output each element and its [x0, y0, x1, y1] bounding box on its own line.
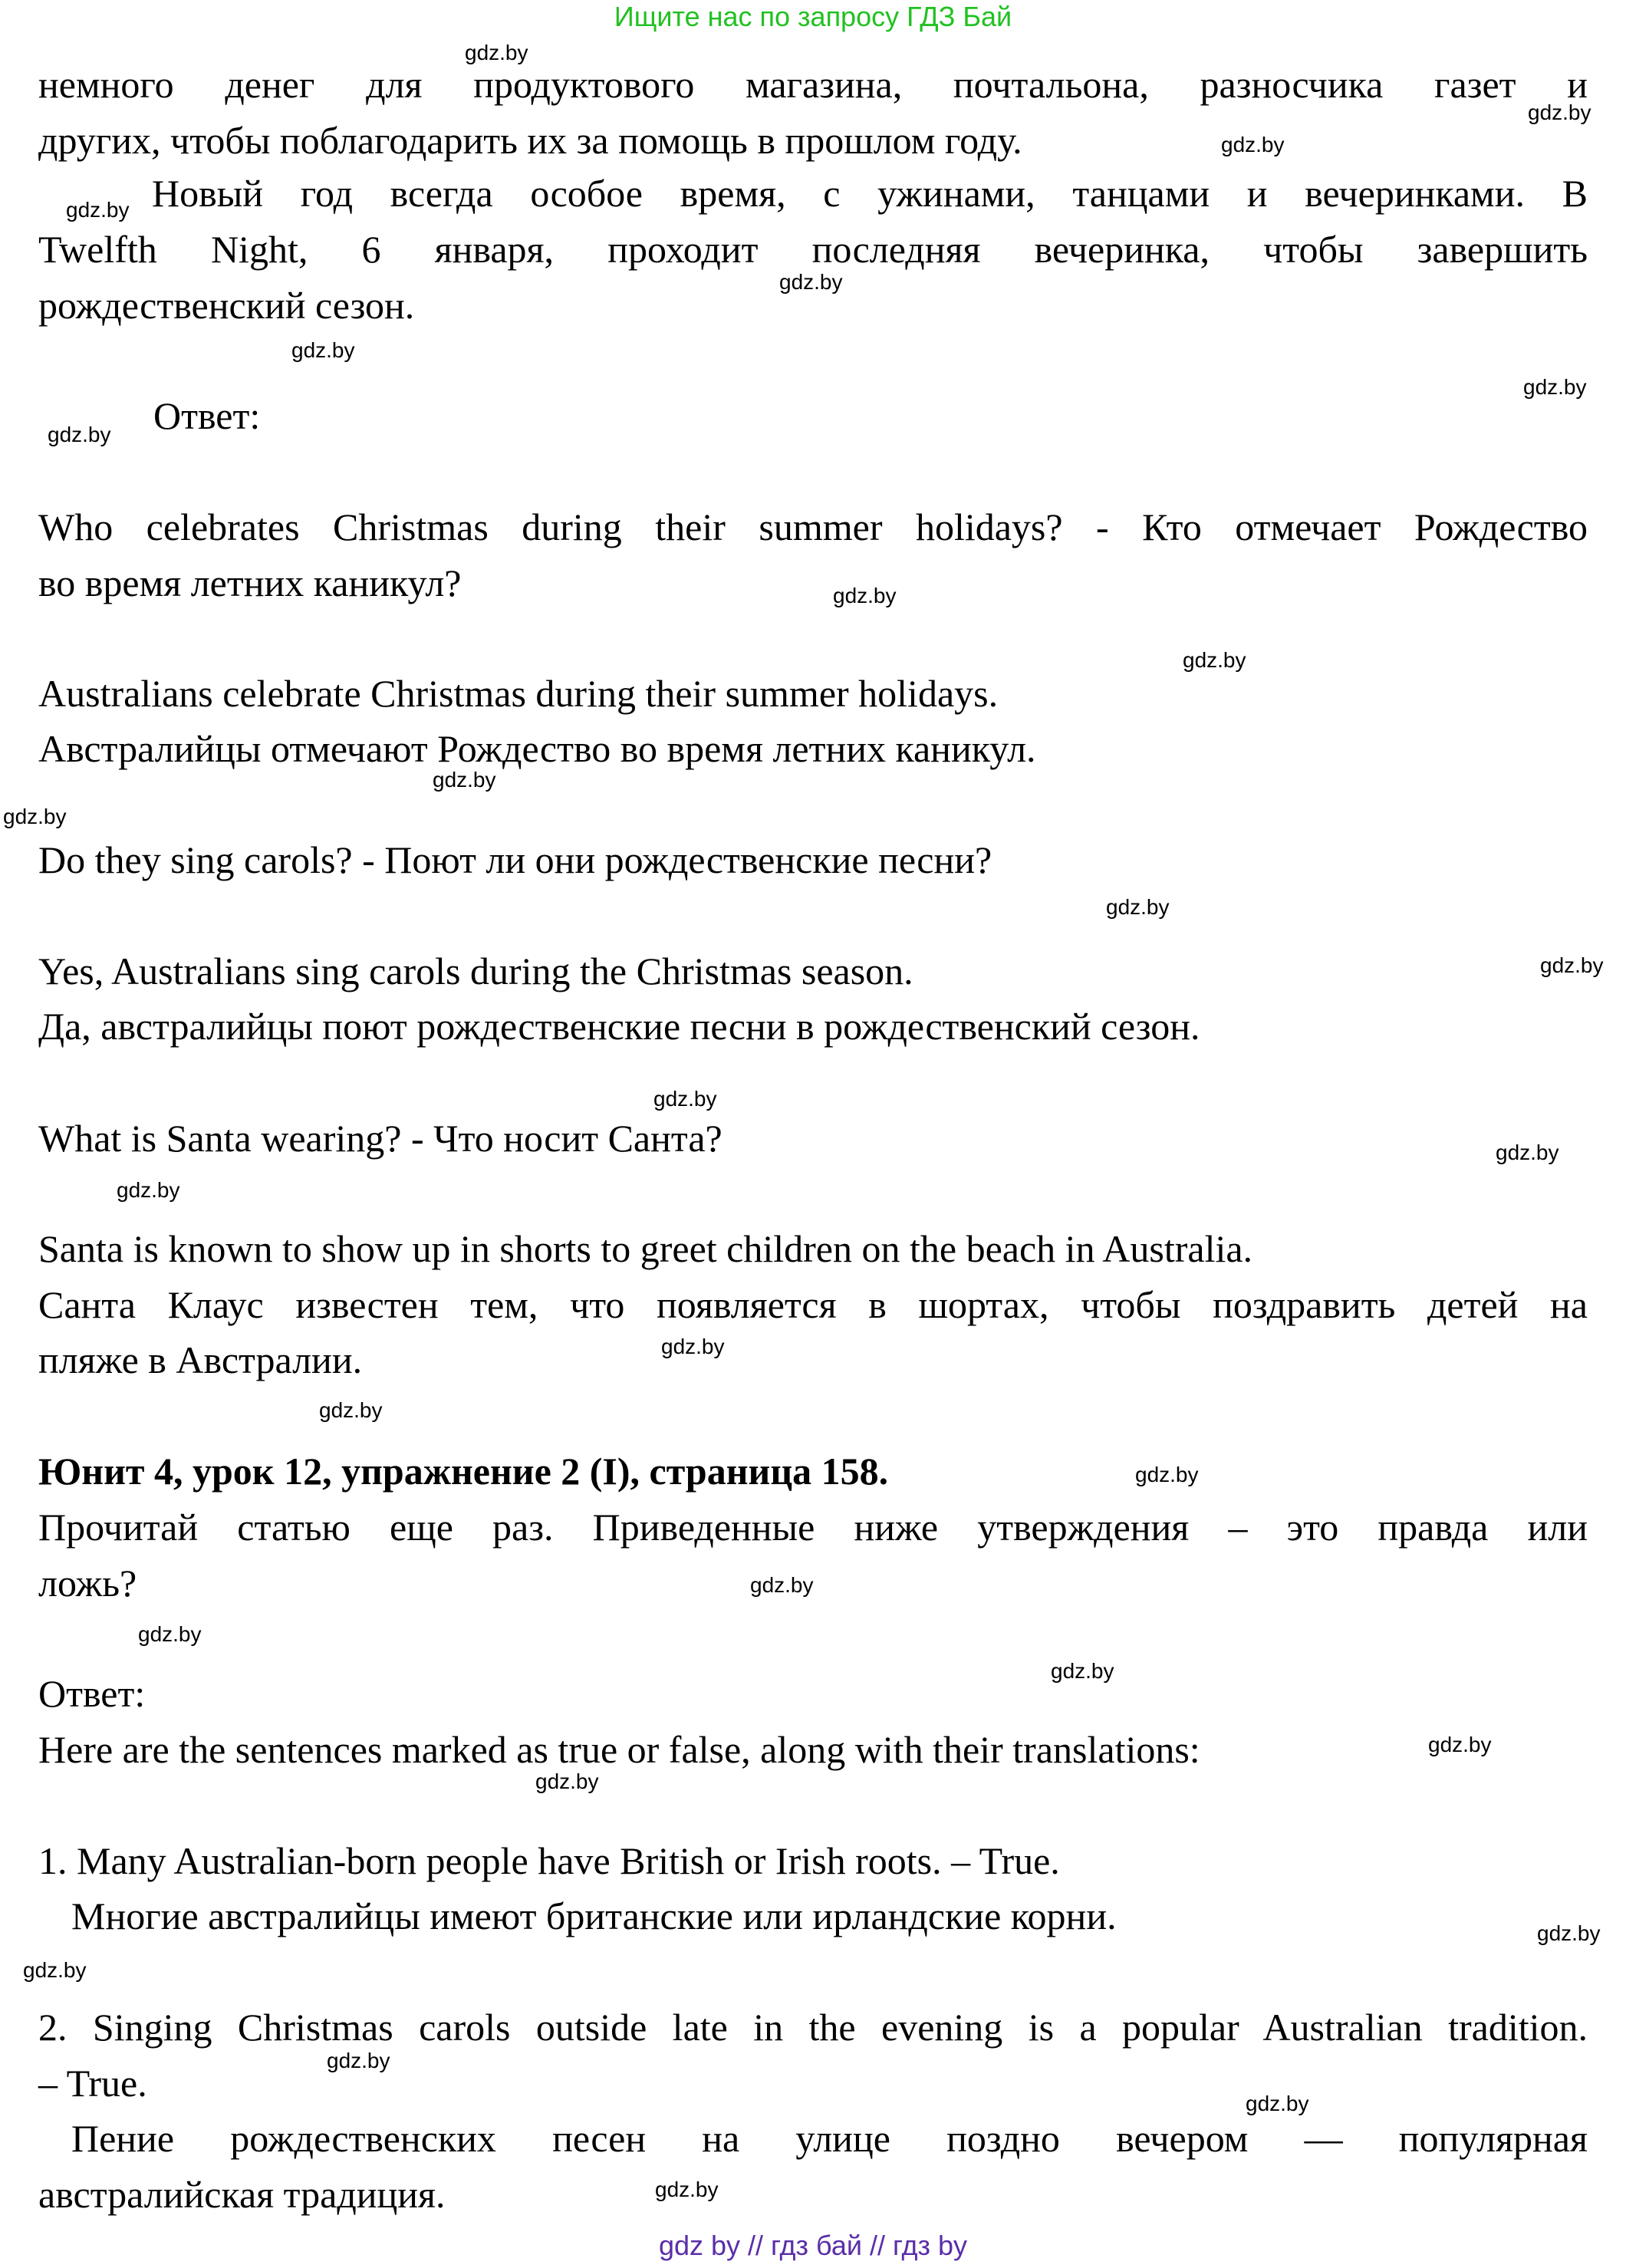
intro-line: Here are the sentences marked as true or false, along with their translations:: [38, 1728, 1200, 1771]
watermark: gdz.by: [661, 1335, 725, 1358]
paragraph-line: рождественский сезон.: [38, 284, 415, 327]
paragraph-line: Twelfth Night, 6 января, проходит последняя вечеринка, чтобы завершить: [38, 228, 1588, 271]
watermark: gdz.by: [1051, 1659, 1114, 1683]
paragraph-line: других, чтобы поблагодарить их за помощь в прошлом году.: [38, 119, 1022, 162]
list-item-translation: австралийская традиция.: [38, 2173, 446, 2216]
question-line: Do they sing carols? - Поют ли они рождественские песни?: [38, 838, 992, 881]
watermark: gdz.by: [327, 2049, 390, 2072]
watermark: gdz.by: [1540, 953, 1604, 977]
watermark: gdz.by: [750, 1573, 814, 1597]
question-line: во время летних каникул?: [38, 561, 462, 604]
paragraph-line: немного денег для продуктового магазина, почтальона, разносчика газет и: [38, 63, 1588, 106]
watermark: gdz.by: [1106, 895, 1170, 919]
watermark: gdz.by: [779, 270, 843, 294]
answer-line: Australians celebrate Christmas during their summer holidays.: [38, 672, 999, 715]
answer-line: Австралийцы отмечают Рождество во время летних каникул.: [38, 727, 1036, 770]
watermark: gdz.by: [1183, 648, 1246, 672]
watermark: gdz.by: [23, 1958, 87, 1982]
watermark: gdz.by: [117, 1178, 180, 1202]
answer-line: пляже в Австралии.: [38, 1338, 363, 1381]
list-item-translation: Пение рождественских песен на улице поздно вечером — популярная: [71, 2117, 1588, 2160]
watermark: gdz.by: [1537, 1921, 1601, 1945]
task-line: ложь?: [38, 1562, 137, 1605]
watermark: gdz.by: [433, 768, 496, 792]
watermark: gdz.by: [1528, 100, 1591, 124]
footer-links[interactable]: gdz by // гдз бай // гдз by: [658, 2230, 968, 2261]
watermark: gdz.by: [48, 423, 111, 446]
watermark: gdz.by: [465, 41, 528, 64]
question-line: Who celebrates Christmas during their summer holidays? - Кто отмечает Рождество: [38, 505, 1588, 548]
search-hint-banner: Ищите нас по запросу ГДЗ Бай: [614, 1, 1012, 32]
paragraph-line: Новый год всегда особое время, с ужинами, танцами и вечеринками. В: [152, 172, 1588, 215]
watermark: gdz.by: [1496, 1141, 1559, 1164]
watermark: gdz.by: [1221, 133, 1285, 156]
section-heading: Юнит 4, урок 12, упражнение 2 (I), страница 158.: [38, 1450, 889, 1493]
answer-line: Да, австралийцы поют рождественские песни в рождественский сезон.: [38, 1005, 1200, 1048]
watermark: gdz.by: [291, 338, 355, 362]
list-item: – True.: [38, 2062, 147, 2105]
list-item: 1. Many Australian-born people have British or Irish roots. – True.: [38, 1839, 1060, 1882]
list-item-translation: Многие австралийцы имеют британские или ирландские корни.: [71, 1894, 1117, 1937]
watermark: gdz.by: [653, 1087, 717, 1111]
watermark: gdz.by: [1246, 2092, 1309, 2115]
answer-label: Ответ:: [153, 394, 261, 437]
answer-line: Yes, Australians sing carols during the Christmas season.: [38, 950, 913, 992]
watermark: gdz.by: [66, 198, 130, 222]
answer-label: Ответ:: [38, 1672, 146, 1715]
watermark: gdz.by: [1428, 1733, 1492, 1756]
watermark: gdz.by: [1523, 375, 1587, 399]
watermark: gdz.by: [535, 1769, 599, 1793]
answer-line: Санта Клаус известен тем, что появляется в шортах, чтобы поздравить детей на: [38, 1283, 1588, 1326]
question-line: What is Santa wearing? - Что носит Санта?: [38, 1117, 722, 1160]
watermark: gdz.by: [3, 805, 67, 828]
answer-line: Santa is known to show up in shorts to greet children on the beach in Australia.: [38, 1227, 1253, 1270]
list-item: 2. Singing Christmas carols outside late in the evening is a popular Australian tradition.: [38, 2006, 1588, 2049]
watermark: gdz.by: [138, 1622, 202, 1646]
watermark: gdz.by: [833, 584, 897, 607]
watermark: gdz.by: [1135, 1463, 1199, 1486]
watermark: gdz.by: [319, 1398, 383, 1422]
task-line: Прочитай статью еще раз. Приведенные ниже утверждения – это правда или: [38, 1506, 1588, 1549]
watermark: gdz.by: [655, 2177, 719, 2201]
